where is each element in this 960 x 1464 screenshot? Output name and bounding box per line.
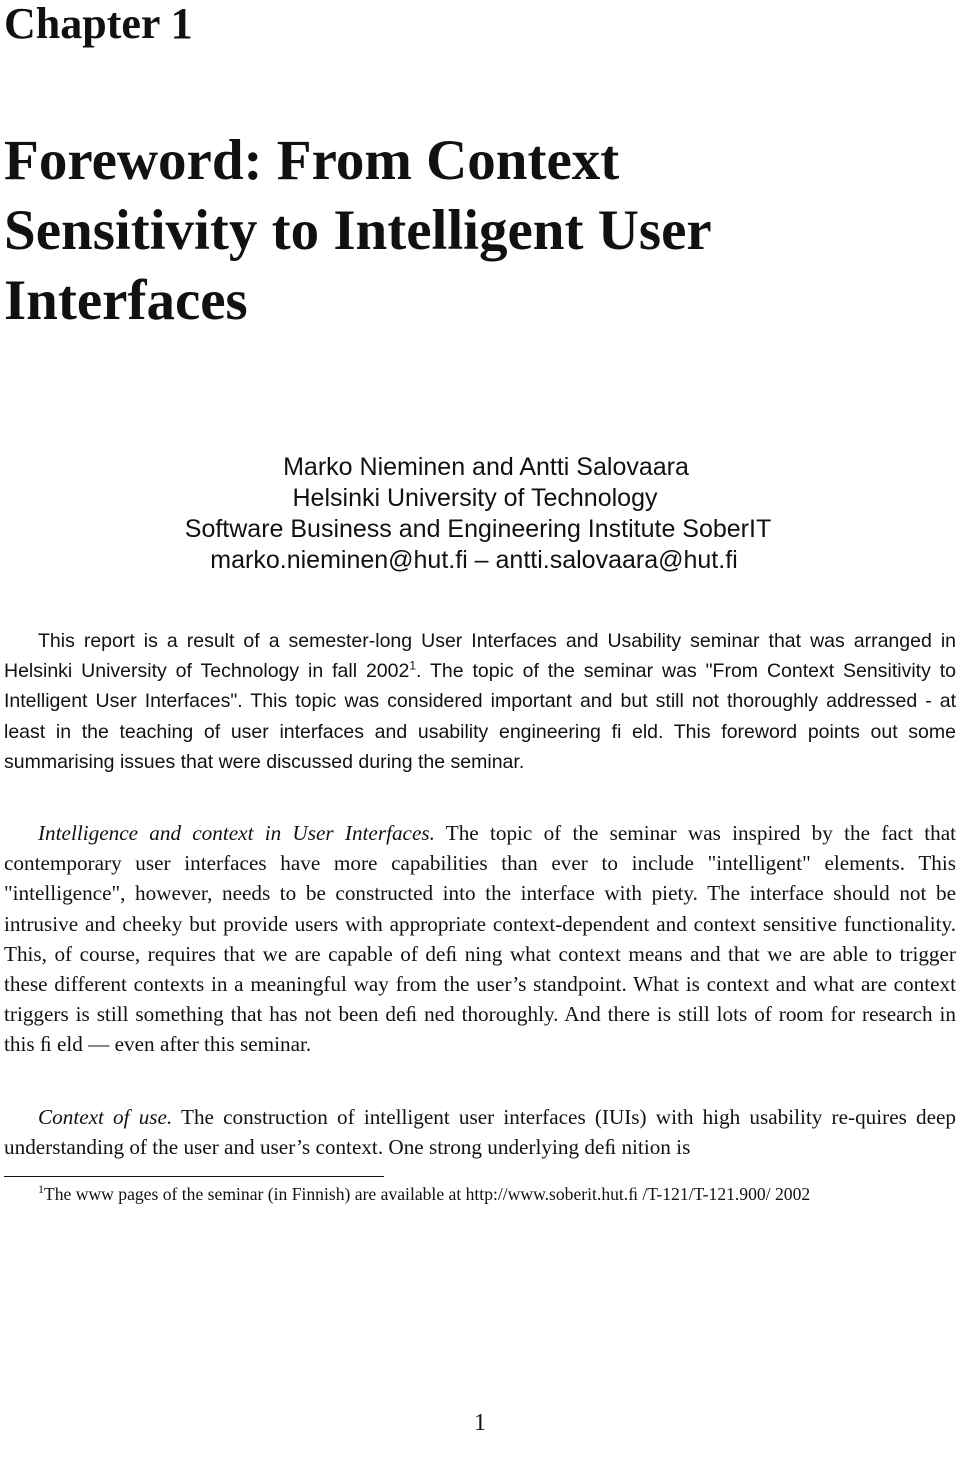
chapter-label: Chapter 1 [4,0,193,48]
chapter-title-line-2: Sensitivity to Intelligent User [4,199,712,262]
footnote-divider [4,1176,384,1177]
paragraph-intro [4,626,956,777]
chapter-title-line-3: Interfaces [4,269,248,332]
paragraph-context-of-use [4,1102,956,1162]
paragraph-intelligence-context [4,818,956,1060]
author-names: Marko Nieminen and Antti Salovaara [283,453,689,481]
footnote [4,1180,956,1208]
chapter-title-line-1: Foreword: From Context [4,129,620,192]
author-department: Software Business and Engineering Institute SoberIT [184,515,772,543]
author-block [0,452,960,576]
author-emails: marko.nieminen@hut.ﬁ – antti.salovaara@hut.ﬁ [210,546,738,574]
paragraph-intro-text-a: This report is a result of a semester-long User Interfaces and Usability seminar that was arranged in Helsinki University of Technology in fall 2002 [4,630,956,683]
author-institution: Helsinki University of Technology [292,484,658,512]
paragraph-context-of-use-text: The construction of intelligent user interfaces (IUIs) with high usability re-quires deep understanding of the user and user’s context. One strong underlying deﬁ nition is [4,1105,956,1160]
paragraph-intro-text-b: . The topic of the seminar was "From Context Sensitivity to Intelligent User Interfaces". This topic was considered important and but still not thoroughly addressed - at least in the teaching of user interfaces and usability engineering ﬁ eld. This foreword points out some summarising issues that were discussed during the seminar. [4,660,956,773]
paragraph-intelligence-text: The topic of the seminar was inspired by the fact that contemporary user interfaces have more capabilities than ever to include "intelligent" elements. This "intelligence", however, needs to be constructed into the interface with piety. The interface should not be intrusive and cheeky but provide users with appropriate context-dependent and context sensitive functionality. This, of course, requires that we are capable of deﬁ ning what context means and that we are able to trigger these different contexts in a meaningful way from the user’s standpoint. What is context and what are context triggers is still something that has not been deﬁ ned thoroughly. And there is still lots of room for research in this ﬁ eld — even after this seminar. [4,821,956,1057]
chapter-title [4,126,904,336]
paragraph-heading-intelligence: Intelligence and context in User Interfaces. [38,821,435,845]
footnote-text: The www pages of the seminar (in Finnish) are available at http://www.soberit.hut.ﬁ /T-121/T-121.900/ 2002 [44,1184,811,1204]
paragraph-heading-context-of-use: Context of use. [38,1105,173,1129]
footnote-reference: 1 [409,658,417,673]
footnote-number: 1 [38,1182,44,1197]
page-number: 1 [474,1410,486,1436]
